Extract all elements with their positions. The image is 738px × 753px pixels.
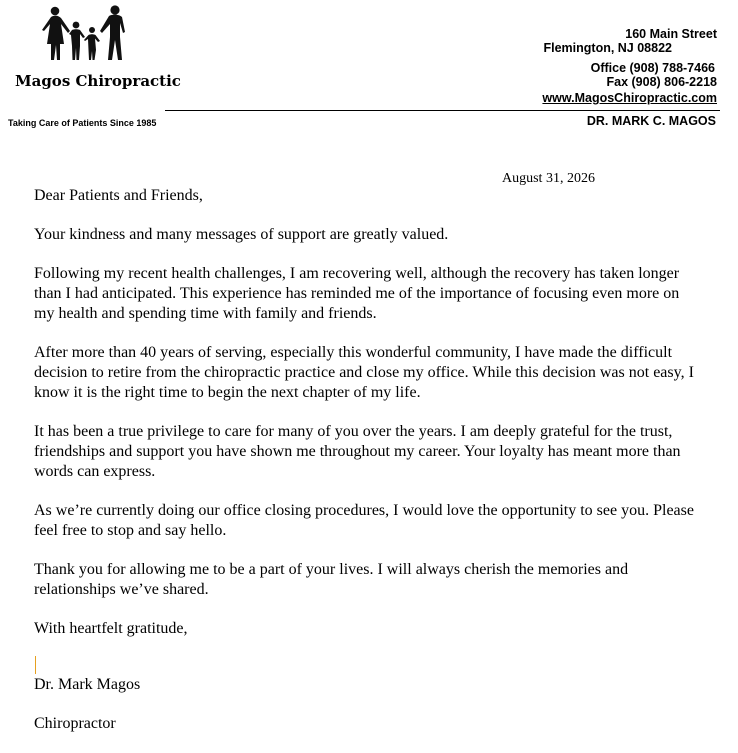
signature-name: Dr. Mark Magos: [34, 676, 141, 693]
paragraph: Following my recent health challenges, I am recovering well, although the recovery has taken longer than I had anticipated. This experience has reminded me of the importance of focusing even more on my health and spending time with family and friends.: [34, 265, 680, 322]
paragraph: It has been a true privilege to care for many of you over the years. I am deeply grateful for the trust, friendships and support you have shown me throughout my career. Your loyalty has meant more than words can express.: [34, 423, 681, 480]
paragraph: Your kindness and many messages of support are greatly valued.: [34, 226, 449, 243]
office-phone: Office (908) 788-7466: [590, 61, 715, 75]
letterhead-divider: [165, 110, 720, 111]
paragraph: As we’re currently doing our office closing procedures, I would love the opportunity to see you. Please feel free to stop and say hello.: [34, 502, 694, 539]
letter-body[interactable]: [34, 186, 694, 753]
paragraph: After more than 40 years of serving, especially this wonderful community, I have made the difficult decision to retire from the chiropractic practice and close my office. While this decision was not easy, I know it is the right time to begin the next chapter of my life.: [34, 344, 694, 401]
fax-number: Fax (908) 806-2218: [606, 75, 717, 89]
address-city: Flemington, NJ 08822: [543, 41, 672, 55]
contact-block: [542, 27, 717, 105]
letter-date: August 31, 2026: [502, 171, 595, 186]
website-link[interactable]: www.MagosChiropractic.com: [542, 91, 717, 105]
family-silhouette-icon: [40, 4, 132, 62]
text-cursor: [35, 656, 36, 674]
practice-name: Magos Chiropractic: [15, 72, 181, 90]
address-street: 160 Main Street: [625, 27, 717, 41]
salutation: Dear Patients and Friends,: [34, 187, 203, 204]
doctor-name: DR. MARK C. MAGOS: [586, 114, 716, 128]
signature-title: Chiropractor: [34, 715, 116, 732]
tagline: Taking Care of Patients Since 1985: [8, 118, 157, 128]
closing: With heartfelt gratitude,: [34, 620, 188, 637]
paragraph: Thank you for allowing me to be a part of your lives. I will always cherish the memories and relationships we’ve shared.: [34, 561, 629, 598]
